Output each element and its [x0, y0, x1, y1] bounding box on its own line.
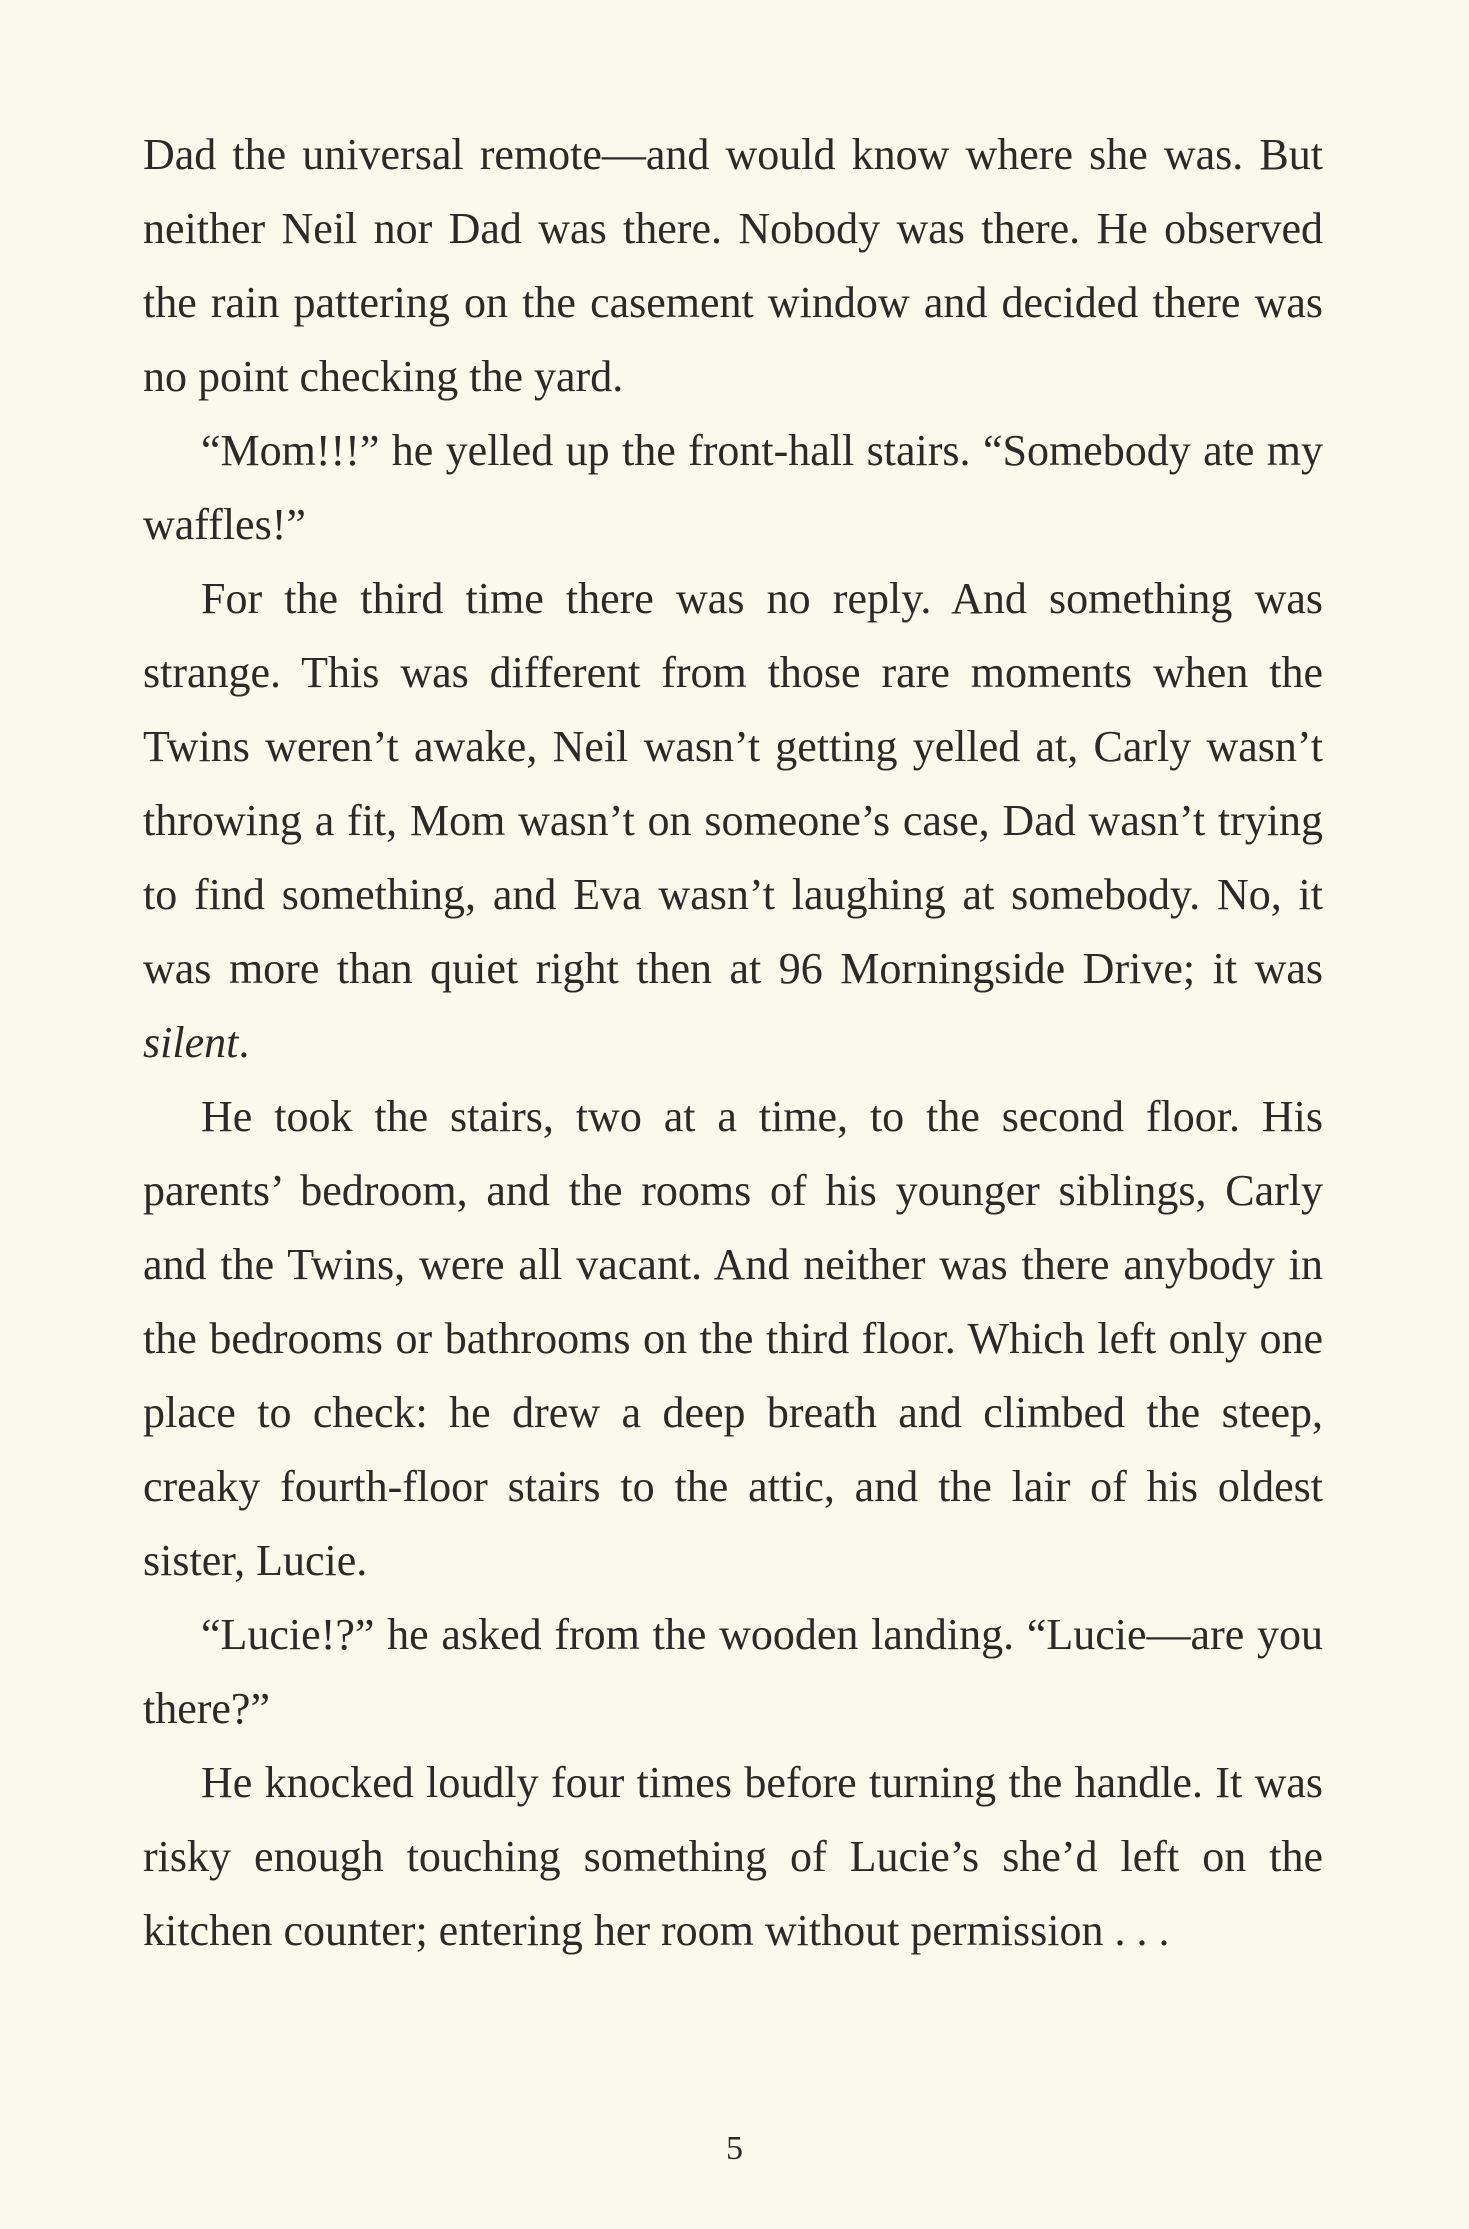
paragraph-4-text: He took the stairs, two at a time, to the second floor. His parents’ bedroom, and the rooms of his younger siblings, Carly and the Twins, were all vacant. And neither was there anybody in the bedrooms or bathrooms on the third floor. Which left only one place to check: he drew a deep breath and climbed the steep, creaky fourth-floor stairs to the attic, and the lair of his oldest sister, Lucie.: [143, 1092, 1323, 1585]
paragraph-6: [143, 1746, 1323, 1968]
paragraph-3-end: .: [238, 1018, 250, 1067]
paragraph-3-text: For the third time there was no reply. And something was strange. This was different from those rare moments when the Twins weren’t awake, Neil wasn’t getting yelled at, Carly wasn’t throwing a fit, Mom wasn’t on someone’s case, Dad wasn’t trying to find something, and Eva wasn’t laughing at somebody. No, it was more than quiet right then at 96 Morningside Drive; it was: [143, 574, 1323, 993]
paragraph-2: [143, 414, 1323, 562]
paragraph-4: [143, 1080, 1323, 1598]
paragraph-1: [143, 118, 1323, 414]
paragraph-5-text: “Lucie!?” he asked from the wooden landing. “Lucie—are you there?”: [143, 1610, 1323, 1733]
paragraph-2-text: “Mom!!!” he yelled up the front-hall stairs. “Somebody ate my waffles!”: [143, 426, 1323, 549]
page-number: 5: [726, 2130, 743, 2167]
body-text: [143, 118, 1323, 1968]
paragraph-5: [143, 1598, 1323, 1746]
paragraph-3: [143, 562, 1323, 1080]
paragraph-3-emphasis: silent: [143, 1018, 239, 1067]
paragraph-1-text: Dad the universal remote—and would know where she was. But neither Neil nor Dad was there. Nobody was there. He observed the rain pattering on the casement window and decided there was no point checking the yard.: [143, 130, 1323, 401]
paragraph-6-text: He knocked loudly four times before turning the handle. It was risky enough touching something of Lucie’s she’d left on the kitchen counter; entering her room without permission . . .: [143, 1758, 1323, 1955]
